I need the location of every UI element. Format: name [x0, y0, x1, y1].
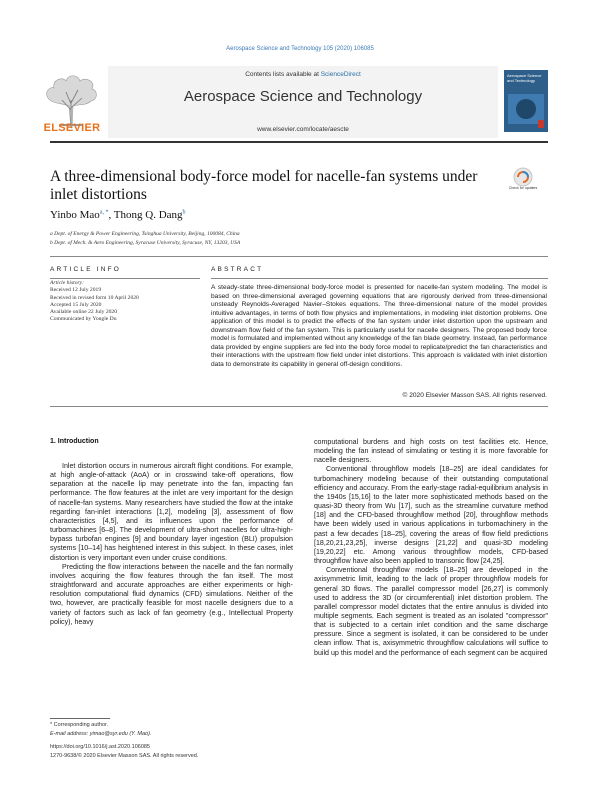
- header-rule: [50, 141, 548, 143]
- paragraph: Conventional throughflow models [18–25] are developed in the axisymmetric limit, leading to the lack of proper throughflow models for general 3D flows. The parallel compressor model [26,27] is commonly used to address the 3D (or circumferential) inlet distortion problem. The parallel compressor model dictates that the entire annulus is divided into multiple segments. Each segment is treated as an isolated "compressor" that is subjected to a certain inlet condition and the same discharge pressure. Since a segment is isolated, it can be considered to be under clean inflow. That is, axisymmetric throughflow calculations will suffice to build up this model and the performance of each segment can be acquired: [314, 566, 548, 657]
- history-line: Accepted 15 July 2020: [50, 301, 102, 308]
- sciencedirect-link[interactable]: ScienceDirect: [320, 71, 361, 78]
- abstract-rule: [211, 278, 548, 279]
- check-for-updates-icon[interactable]: [505, 166, 541, 202]
- author-superscript[interactable]: b: [182, 209, 186, 216]
- contents-prefix: Contents lists available at: [245, 71, 321, 78]
- journal-cover-image[interactable]: [504, 70, 548, 132]
- paragraph: computational burdens and high costs on test facilities etc. Hence, modeling the fan instead of simulating or testing it is more favorable for nacelle designers.: [314, 438, 548, 465]
- elsevier-wordmark: ELSEVIER: [43, 122, 101, 134]
- abstract-heading: ABSTRACT: [211, 266, 264, 273]
- abstract-bottom-rule: [50, 406, 548, 407]
- info-rule: [50, 278, 200, 279]
- author-name[interactable]: Thong Q. Dang: [113, 209, 183, 221]
- paragraph: Inlet distortion occurs in numerous aircraft flight conditions. For example, at high angle-of-attack (AoA) or in crosswind take-off operations, flow separation at the nacelle lip may penetrate into the fan, impacting fan performance. The flow features at the inlet are very important for the design of nacelle-fan systems. Many researchers have studied the flow at the intake regarding fan-inlet interactions [1,2], modeling [3], assessment of flow characteristics [4,5], and its influences upon the performance of turbomachines [6–8]. The development of ultra-short nacelles for ultra-high-bypass turbofan engines [9] and boundary layer ingestion (BLI) propulsion systems [10–14] has heightened interest in this subject. In these cases, inlet distortion is very important even under cruise conditions.: [50, 462, 293, 562]
- author-separator: ,: [108, 209, 114, 221]
- history-line: Received in revised form 10 April 2020: [50, 294, 139, 301]
- journal-homepage-link[interactable]: www.elsevier.com/locate/aescte: [257, 126, 349, 133]
- journal-title: Aerospace Science and Technology: [183, 88, 423, 105]
- author-name[interactable]: Yinbo Mao: [50, 209, 100, 221]
- corresponding-author-note: * Corresponding author.: [50, 722, 109, 728]
- affiliation-rule: [50, 256, 548, 257]
- affiliation-b: b Dept. of Mech. & Aero Engineering, Syracuse University, Syracuse, NY, 13203, USA: [50, 240, 241, 246]
- check-updates-label: Check for updates: [508, 186, 538, 190]
- affiliation-a: a Dept. of Energy & Power Engineering, Tsinghua University, Beijing, 100084, China: [50, 231, 240, 237]
- history-line: Communicated by Yongle Du: [50, 316, 117, 323]
- right-column: [314, 438, 548, 658]
- journal-citation[interactable]: Aerospace Science and Technology 105 (2020) 106085: [226, 46, 374, 52]
- history-line: Received 12 July 2019: [50, 287, 102, 294]
- abstract-text: A steady-state three-dimensional body-force model is presented for nacelle-fan system modeling. The model is based on three-dimensional averaged governing equations that are rigorously derived from three-dimensional unsteady Reynolds-Averaged Navier–Stokes equations. The three-dimensional nature of the model provides intuitive advantages, in terms of both flow physics and implementations, in modeling inlet distortion problems. One application of this model is to predict the effects of the fan system under inlet distortion upon the upstream and downstream flow field of the fan system. This is particularly useful for nacelle designers. The proposed body force model is formulated and implemented without any knowledge of the fan blade geometry. Instead, fan performance data provided by engine suppliers are fed into the body force model to replicate/predict the fan characteristics and their interactions with the upstream flow field under inlet distortions. This approach is validated with inlet distortion data to demonstrate its capability in general off-design conditions.: [211, 284, 547, 368]
- article-info-heading: ARTICLE INFO: [50, 266, 122, 273]
- elsevier-tree-logo: [40, 70, 102, 130]
- email-note[interactable]: E-mail address: yimao@syr.edu (Y. Mao).: [50, 731, 152, 737]
- author-superscript[interactable]: a, *: [99, 209, 109, 216]
- history-label: Article history:: [50, 280, 85, 286]
- contents-line: [108, 71, 498, 78]
- history-line: Available online 22 July 2020: [50, 309, 118, 316]
- footnote-rule: [50, 718, 110, 719]
- section-heading: 1. Introduction: [50, 438, 99, 445]
- author-list: [50, 209, 186, 221]
- article-history: [50, 280, 200, 324]
- doi-link[interactable]: https://doi.org/10.1016/j.ast.2020.106085: [50, 744, 150, 750]
- cover-title: Aerospace Science and Technology: [507, 73, 542, 83]
- abstract-copyright: © 2020 Elsevier Masson SAS. All rights reserved.: [402, 392, 547, 399]
- left-column: [50, 462, 293, 627]
- paragraph: Conventional throughflow models [18–25] are ideal candidates for turbomachinery modeling because of their outstanding computational efficiency and accuracy. From the early-stage radial-equilibrium analysis in the 1940s [15,16] to the later more sophisticated methods based on the quasi-3D theory from Wu [17], such as the streamline curvature method [18] and the CFD-based throughflow method [20], throughflow methods have been widely used in various applications in turbomachinery in the past a few decades [18–25], covering the areas of flow field predictions [18,20,21,23,25], inverse designs [21,22] and quasi-3D modeling [19,20,22] etc. Among various throughflow models, CFD-based throughflow have also been applied to transonic flow [24,25].: [314, 465, 548, 566]
- issn-line: 1270-9638/© 2020 Elsevier Masson SAS. All rights reserved.: [50, 753, 199, 759]
- article-title: A three-dimensional body-force model for nacelle-fan systems under inlet distortions: [50, 168, 478, 203]
- paragraph: Predicting the flow interactions between the nacelle and the fan normally involves acquiring the flow features through the fan itself. The most straightforward and accurate approaches are either experiments or high-resolution computational fluid dynamics (CFD) simulations. Neither of the two, however, are practically feasible for most nacelle designers due to a variety of factors such as lack of fan geometry (e.g., Intellectual Property policy), heavy: [50, 562, 293, 626]
